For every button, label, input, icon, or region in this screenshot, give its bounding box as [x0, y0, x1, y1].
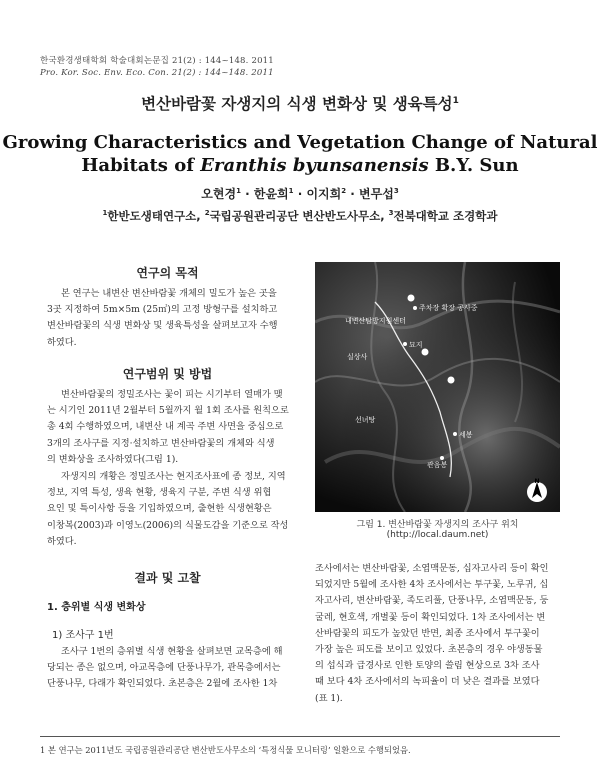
- purpose-paragraph: 본 연구는 내변산 변산바람꽃 개체의 밀도가 높은 곳을 3곳 지정하여 5m×5m (25㎡)의 고정 방형구를 설치하고 변산바람꽃의 식생 변화상 및 생육특성을 살펴보고자 수행 하였다.: [47, 288, 278, 348]
- svg-text:2: 2: [422, 348, 428, 357]
- author-name: 이지희: [306, 187, 342, 201]
- svg-text:3: 3: [408, 294, 414, 303]
- figure-caption: 그림 1. 변산바람꽃 자생지의 조사구 위치: [356, 520, 519, 530]
- figure-source: (http://local.daum.net): [386, 530, 489, 540]
- section-heading-purpose: 연구의 목적: [136, 266, 199, 280]
- title-korean: 변산바람꽃 자생지의 식생 변화상 및 생육특성$^1$: [141, 95, 459, 113]
- label-temple: 실상사: [347, 353, 368, 361]
- label-visitor-center: 내변산탐방지원센터: [345, 317, 406, 325]
- affiliations: $^1$한반도생태연구소, $^2$국립공원관리공단 변산반도사무소, $^3$전북대학교 조경학과: [102, 209, 498, 223]
- methods-paragraph-2: 자생지의 개황은 정밀조사는 현지조사표에 종 정보, 지역 정보, 지역 특성, 생육 현황, 생육지 구분, 주변 식생 위협 요인 및 특이사항 등을 기입하였으며, 출현한 식생현황은 이창복(2003)과 이영노(2006)의 식물도감을 기준으로 작성 하였다.: [47, 471, 289, 547]
- results-paragraph: 조사구 1번의 층위별 식생 현황을 살펴보면 교목층에 해 당되는 종은 없으며, 아교목층에 단풍나무가, 관목층에서는 단풍나무, 다래가 확인되었다. 초본층은 2월에 조사한 1차: [47, 646, 283, 690]
- label-parking: 주차장 확장 공사중: [419, 304, 478, 312]
- title-english: Growing Characteristics and Vegetation Change of Natural Habitats of Eranthis byunsanensis B.Y. Sun: [2, 132, 598, 176]
- methods-paragraph-1: 변산바람꽃의 정밀조사는 꽃이 피는 시기부터 열매가 맺 는 시기인 2011년 2월부터 5월까지 월 1회 조사를 원칙으로 총 4회 수행하였으며, 내변산 내 계곡 주변 사면을 중심으로 3개의 조사구를 지정·설치하고 변산바람꽃의 개체와 식생 의 변화상을 조사하였다(그림 1).: [47, 389, 289, 465]
- author-name: 한윤희: [253, 187, 289, 201]
- svg-text:N: N: [534, 478, 540, 485]
- journal-header-english: Pro. Kor. Soc. Env. Eco. Con. 21(2) : 144~148. 2011: [40, 68, 274, 78]
- author-name: 변무섭: [359, 187, 394, 201]
- journal-header-korean: 한국환경생태학회 학술대회논문집 21(2) : 144~148. 2011: [40, 56, 274, 66]
- svg-text:1: 1: [448, 376, 454, 385]
- right-column-paragraph: 조사에서는 변산바람꽃, 소엽맥문동, 십자고사리 등이 확인 되었지만 5월에 조사한 4차 조사에서는 투구꽃, 노루귀, 십 자고사리, 변산바람꽃, 족도리풀, 단풍나무, 소엽맥문동, 둥 굴레, 현호색, 개별꽃 등이 확인되었다. 1차 조사에서는 변 산바람꽃의 피도가 높았던 반면, 최종 조사에서 투구꽃이 가장 높은 피도를 보이고 있었다. 초본층의 경우 야생동물 의 섭식과 급경사로 인한 토양의 쓸림 현상으로 3차 조사 때 보다 4차 조사에서의 녹피율이 더 낮은 결과를 보였다 (표 1).: [315, 563, 549, 704]
- study-site-aerial-photo: [315, 262, 560, 512]
- label-tomb: 묘지: [409, 341, 423, 349]
- label-gwaneumbong: 관음봉: [427, 461, 448, 469]
- section-heading-results: 결과 및 고찰: [134, 571, 201, 585]
- authors: 오현경$^1$ · 한윤희$^1$ · 이지희$^2$ · 변무섭$^3$: [201, 187, 399, 201]
- section-heading-methods: 연구범위 및 방법: [122, 367, 213, 381]
- footnote: 1 본 연구는 2011년도 국립공원관리공단 변산반도사무소의 ‘특정식물 모니터링’ 일환으로 수행되었음.: [40, 745, 411, 755]
- label-seonnyeotang: 선녀탕: [355, 416, 376, 424]
- label-sebong: 세봉: [459, 431, 473, 439]
- footnote-divider: [40, 736, 560, 737]
- subheading-plot-1: 1) 조사구 1번: [52, 630, 114, 641]
- subheading-layer-change: 1. 층위별 식생 변화상: [47, 602, 146, 613]
- author-name: 오현경: [201, 187, 237, 201]
